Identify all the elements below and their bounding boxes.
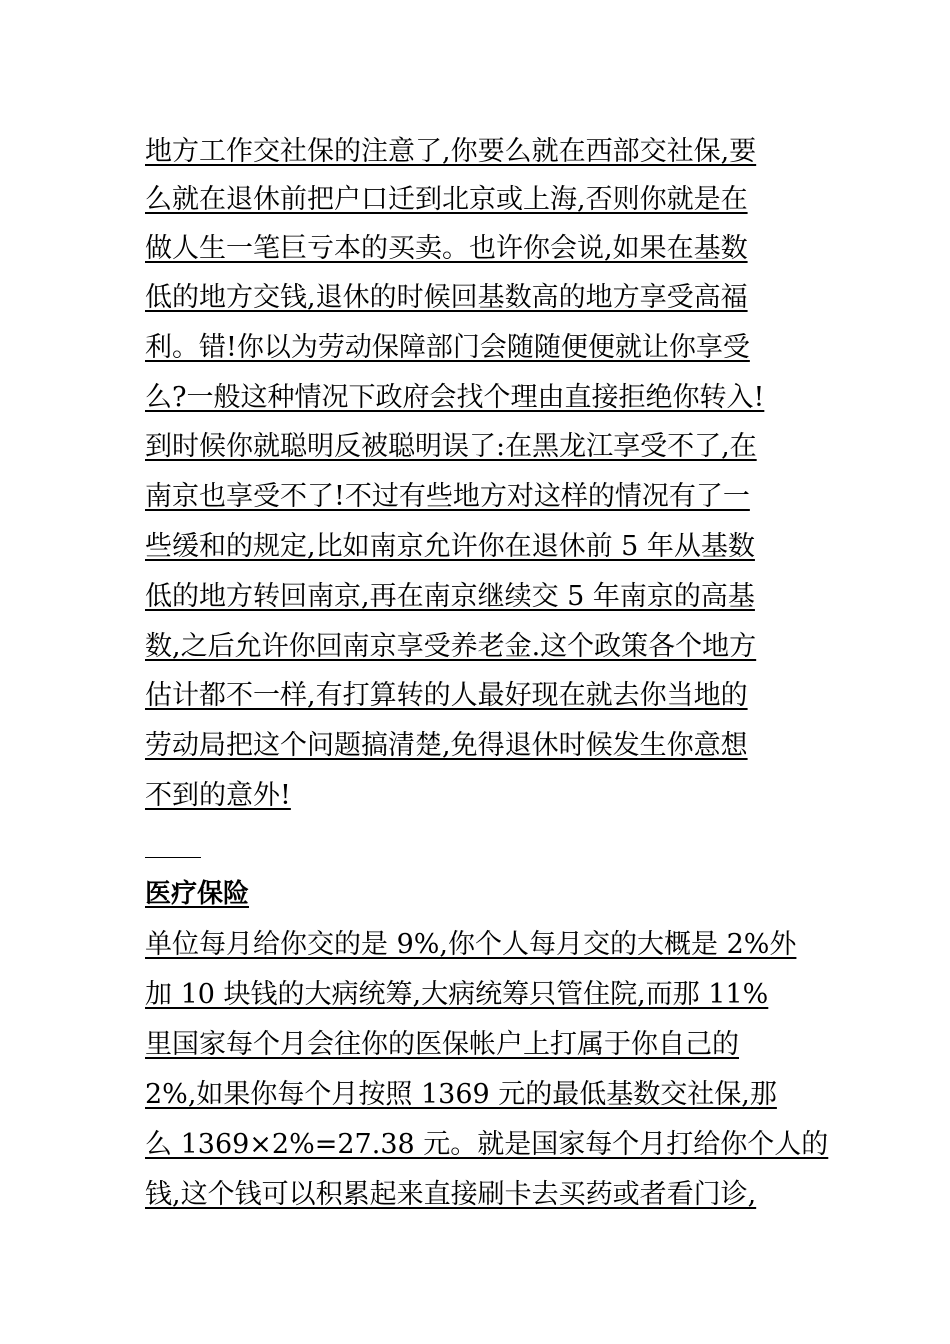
text-line: 数,之后允许你回南京享受养老金.这个政策各个地方 (145, 631, 757, 662)
text-line: 么就在退休前把户口迁到北京或上海,否则你就是在 (145, 184, 748, 215)
text-line: 钱,这个钱可以积累起来直接刷卡去买药或者看门诊, (145, 1179, 757, 1210)
text-line: 劳动局把这个问题搞清楚,免得退休时候发生你意想 (145, 730, 748, 761)
text-line: 低的地方交钱,退休的时候回基数高的地方享受高福 (145, 282, 748, 313)
text-line: 南京也享受不了!不过有些地方对这样的情况有了一 (145, 481, 750, 512)
text-line: 做人生一笔巨亏本的买卖。也许你会说,如果在基数 (145, 233, 748, 264)
text-line: 地方工作交社保的注意了,你要么就在西部交社保,要 (145, 136, 757, 167)
text-line: 2%,如果你每个月按照 1369 元的最低基数交社保,那 (145, 1079, 777, 1110)
text-line: 到时候你就聪明反被聪明误了:在黑龙江享受不了,在 (145, 431, 757, 462)
text-line: 么 1369×2%=27.38 元。就是国家每个月打给你个人的 (145, 1129, 829, 1160)
text-line: 些缓和的规定,比如南京允许你在退休前 5 年从基数 (145, 531, 755, 562)
text-line: 估计都不一样,有打算转的人最好现在就去你当地的 (145, 680, 748, 711)
section-heading: 医疗保险 (145, 879, 250, 909)
text-line: 里国家每个月会往你的医保帐户上打属于你自己的 (145, 1029, 739, 1060)
text-line: 单位每月给你交的是 9%,你个人每月交的大概是 2%外 (145, 929, 797, 960)
text-line: 加 10 块钱的大病统筹,大病统筹只管住院,而那 11% (145, 979, 769, 1010)
text-line: 不到的意外! (145, 780, 291, 811)
text-line: 低的地方转回南京,再在南京继续交 5 年南京的高基 (145, 581, 755, 612)
text-line: 么?一般这种情况下政府会找个理由直接拒绝你转入! (145, 382, 765, 413)
separator-rule (145, 857, 201, 858)
text-line: 利。错!你以为劳动保障部门会随随便便就让你享受 (145, 332, 750, 363)
